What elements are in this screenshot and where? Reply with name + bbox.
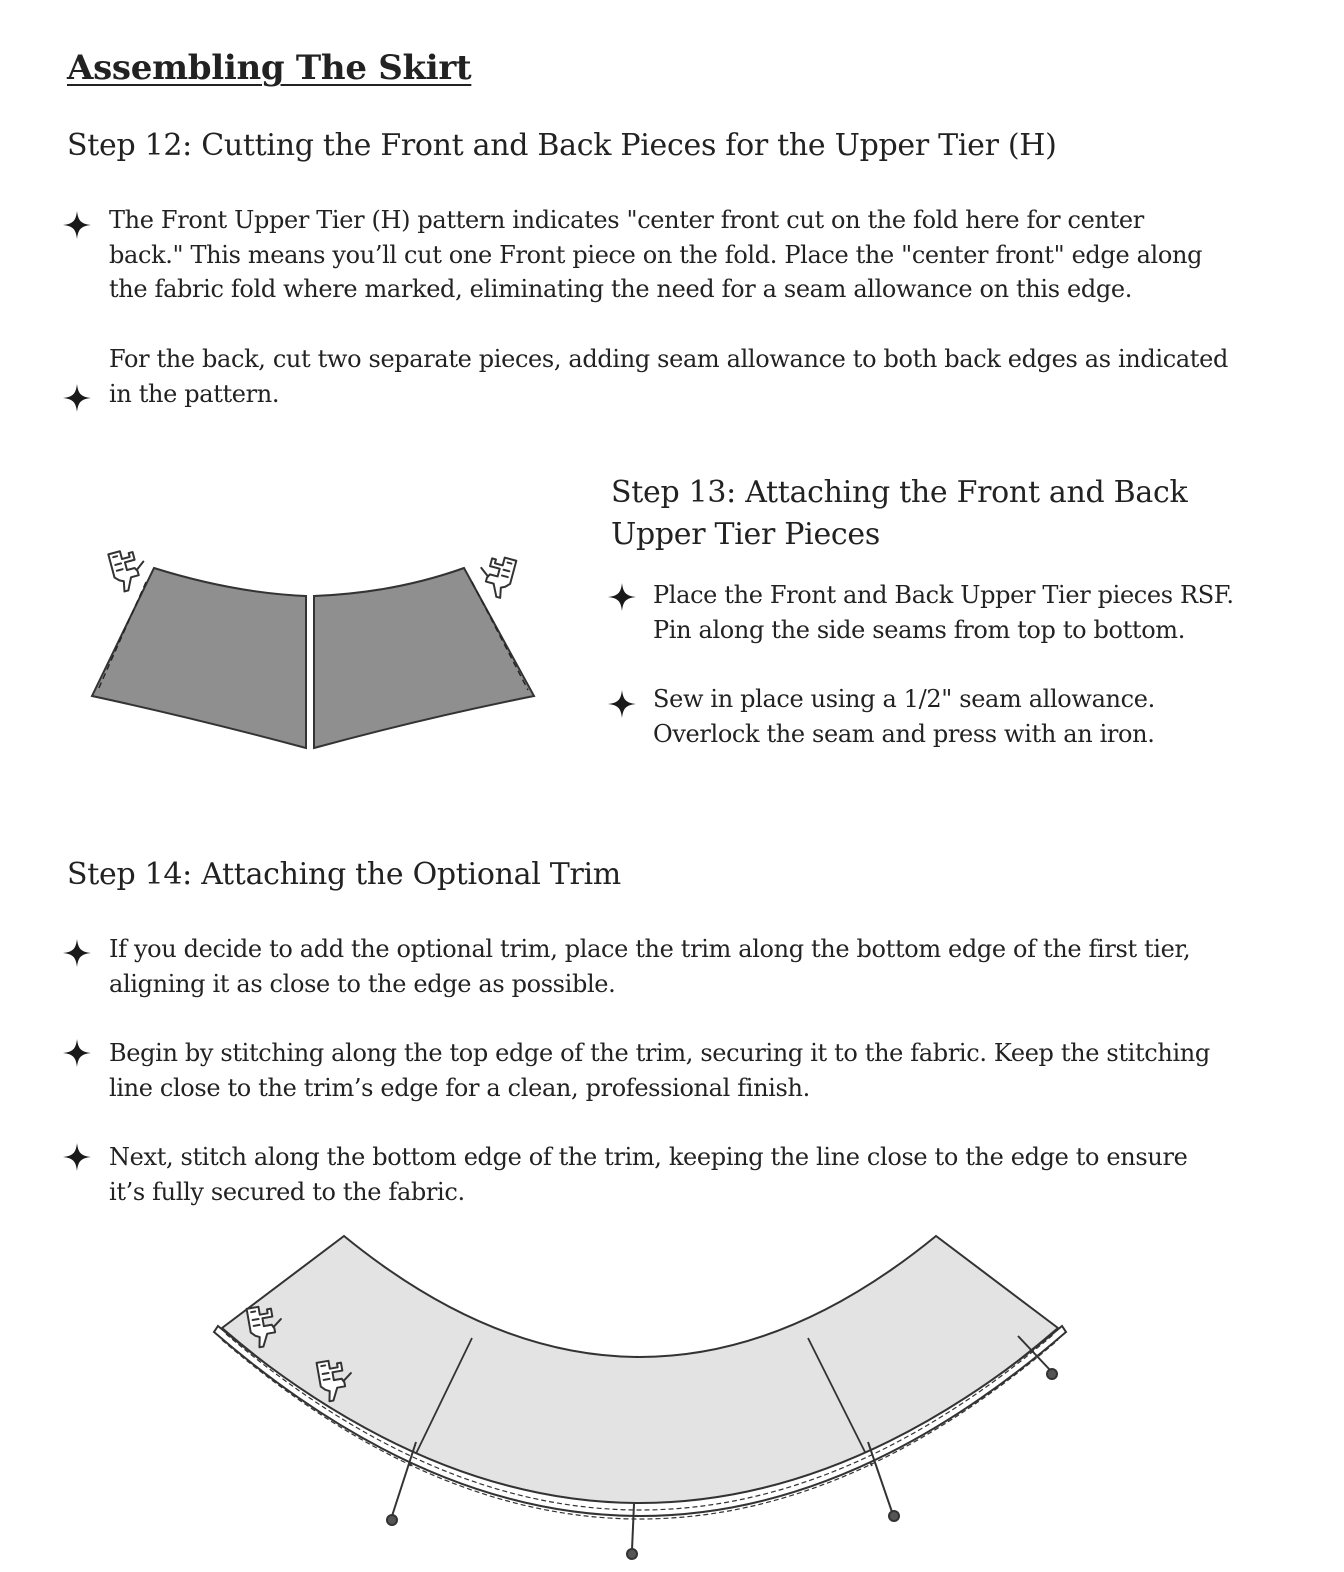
- four-point-star-icon: [62, 210, 92, 240]
- step-12-bullet-2: [109, 342, 1228, 411]
- step-12-heading: Step 12: Cutting the Front and Back Pieces for the Upper Tier (H): [67, 128, 1057, 163]
- text-line: it’s fully secured to the fabric.: [109, 1177, 465, 1206]
- text-line: back." This means you’ll cut one Front piece on the fold. Place the "center front" edge along: [109, 240, 1203, 269]
- step-14-bullet-2: [109, 1036, 1210, 1105]
- step-14-bullet-1: [109, 932, 1190, 1001]
- text-line: aligning it as close to the edge as possible.: [109, 969, 616, 998]
- trim-attachment-illustration: [200, 1228, 1080, 1572]
- step-13-heading: [611, 472, 1187, 556]
- upper-tier-pieces-illustration: [84, 548, 544, 758]
- four-point-star-icon: [607, 582, 637, 612]
- step-13-bullet-1: [653, 578, 1234, 647]
- step-12-bullet-1: [109, 203, 1202, 307]
- text-line: line close to the trim’s edge for a clean, professional finish.: [109, 1073, 810, 1102]
- text-line: Next, stitch along the bottom edge of the trim, keeping the line close to the edge to ensure: [109, 1143, 1188, 1171]
- heading-line: Upper Tier Pieces: [611, 517, 880, 552]
- text-line: Sew in place using a 1/2" seam allowance.: [653, 685, 1155, 713]
- four-point-star-icon: [62, 1038, 92, 1068]
- text-line: Pin along the side seams from top to bottom.: [653, 615, 1185, 644]
- text-line: Overlock the seam and press with an iron.: [653, 719, 1155, 748]
- text-line: If you decide to add the optional trim, place the trim along the bottom edge of the first tier,: [109, 935, 1191, 963]
- text-line: For the back, cut two separate pieces, adding seam allowance to both back edges as indicated: [109, 345, 1228, 373]
- step-14-heading: Step 14: Attaching the Optional Trim: [67, 857, 621, 892]
- step-14-bullet-3: [109, 1140, 1187, 1209]
- four-point-star-icon: [607, 689, 637, 719]
- four-point-star-icon: [62, 383, 92, 413]
- heading-line: Step 13: Attaching the Front and Back: [611, 475, 1188, 510]
- text-line: Begin by stitching along the top edge of the trim, securing it to the fabric. Keep the stitching: [109, 1039, 1210, 1067]
- page-title: Assembling The Skirt: [67, 48, 472, 88]
- text-line: in the pattern.: [109, 379, 280, 408]
- upper-tier-fabric: [222, 1236, 1058, 1508]
- text-line: the fabric fold where marked, eliminating the need for a seam allowance on this edge.: [109, 275, 1132, 303]
- four-point-star-icon: [62, 1142, 92, 1172]
- text-line: The Front Upper Tier (H) pattern indicates "center front cut on the fold here for center: [109, 206, 1144, 234]
- four-point-star-icon: [62, 938, 92, 968]
- front-piece: [92, 568, 306, 748]
- step-13-bullet-2: [653, 682, 1155, 751]
- presser-foot-icon: [475, 552, 516, 599]
- text-line: Place the Front and Back Upper Tier pieces RSF.: [653, 581, 1234, 609]
